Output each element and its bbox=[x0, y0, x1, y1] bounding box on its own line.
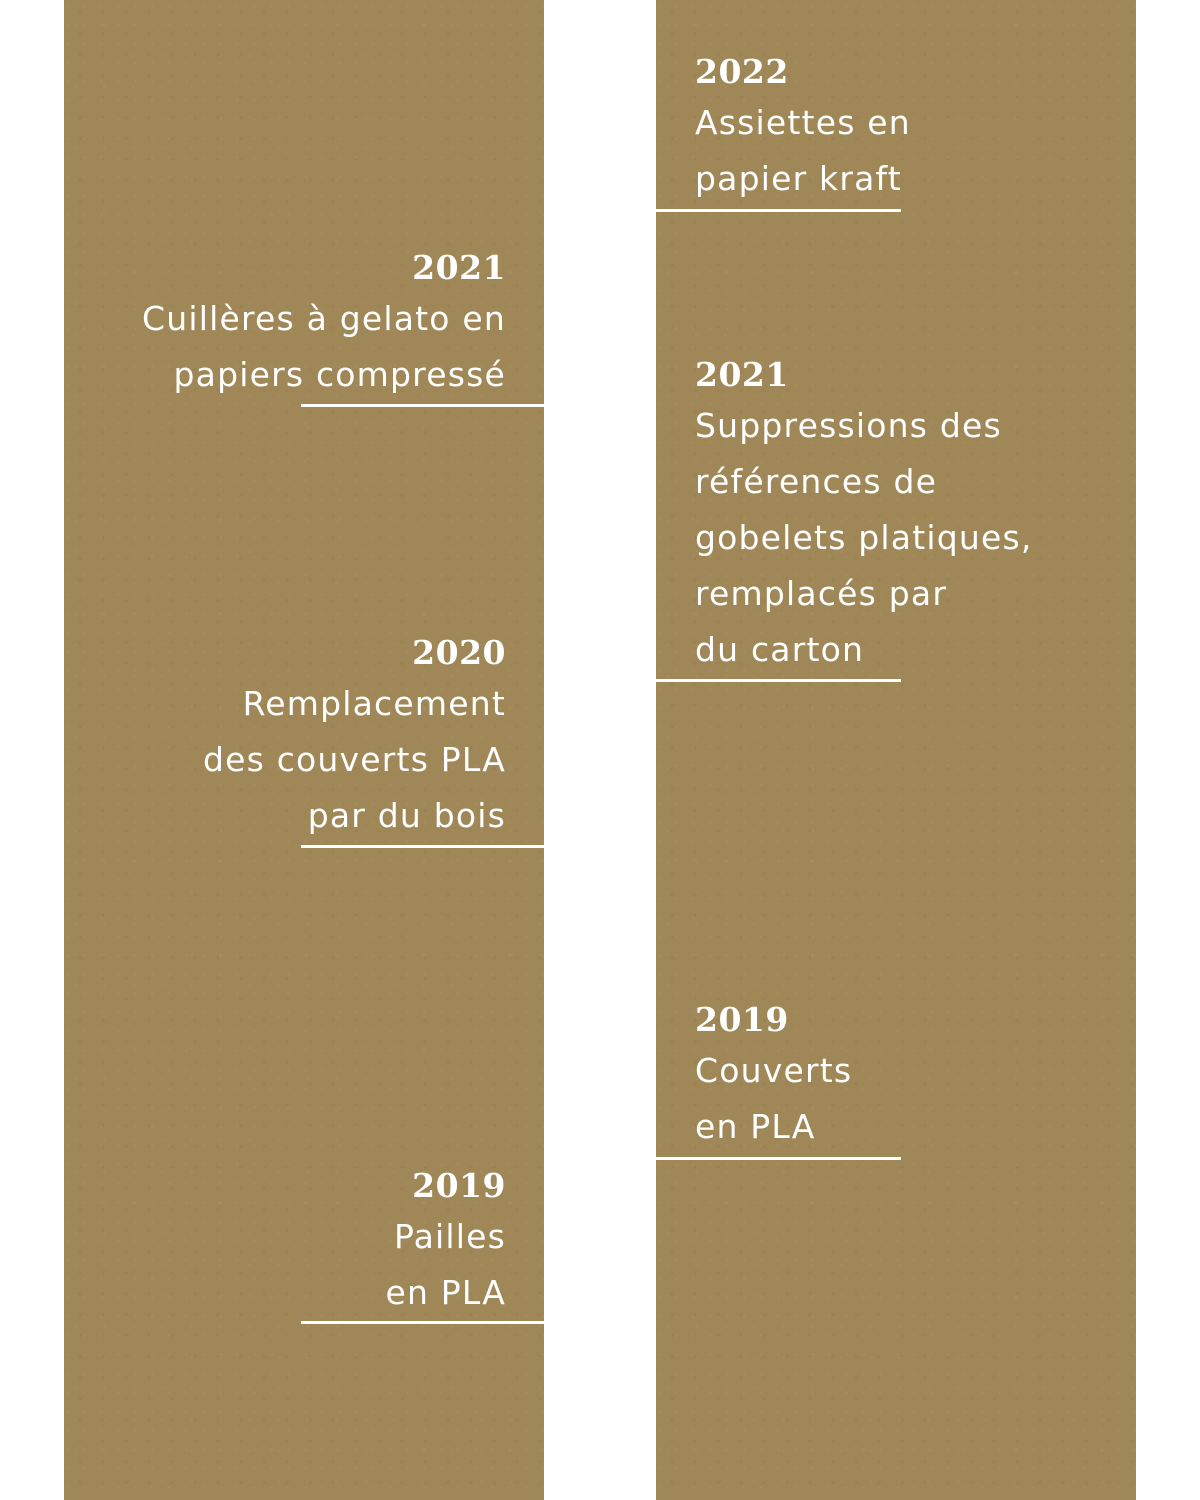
entry-text-line: Assiettes en bbox=[695, 103, 911, 142]
timeline-entry-right-2 bbox=[695, 352, 1033, 678]
entry-text-line: remplacés par bbox=[695, 574, 948, 613]
entry-text-line: des couverts PLA bbox=[202, 740, 506, 779]
right-timeline-panel bbox=[656, 0, 1136, 1500]
entry-year: 2020 bbox=[412, 633, 506, 672]
timeline-divider bbox=[301, 404, 544, 407]
timeline-divider bbox=[301, 845, 544, 848]
timeline-entry-right-1 bbox=[695, 49, 911, 207]
timeline-entry-left-3 bbox=[385, 1163, 506, 1321]
entry-text-line: papiers compressé bbox=[173, 355, 506, 394]
timeline-divider bbox=[656, 1157, 901, 1160]
entry-text-line: Cuillères à gelato en bbox=[142, 299, 506, 338]
entry-text-line: Couverts bbox=[695, 1051, 853, 1090]
timeline-divider bbox=[301, 1321, 544, 1324]
timeline-entry-left-1 bbox=[142, 245, 506, 403]
timeline-divider bbox=[656, 209, 901, 212]
entry-text-line: gobelets platiques, bbox=[695, 518, 1033, 557]
entry-year: 2019 bbox=[695, 1000, 789, 1039]
entry-text-line: du carton bbox=[695, 630, 865, 669]
entry-year: 2021 bbox=[695, 355, 789, 394]
timeline-entry-left-2 bbox=[203, 630, 506, 844]
entry-text-line: par du bois bbox=[307, 796, 506, 835]
entry-text-line: Remplacement bbox=[242, 684, 506, 723]
entry-year: 2021 bbox=[412, 248, 506, 287]
entry-text-line: Pailles bbox=[393, 1217, 506, 1256]
timeline-entry-right-3 bbox=[695, 997, 852, 1155]
entry-year: 2019 bbox=[412, 1166, 506, 1205]
timeline-divider bbox=[656, 679, 901, 682]
entry-year: 2022 bbox=[695, 52, 789, 91]
entry-text-line: en PLA bbox=[385, 1273, 506, 1312]
entry-text-line: papier kraft bbox=[695, 159, 902, 198]
entry-text-line: références de bbox=[695, 462, 938, 501]
entry-text-line: Suppressions des bbox=[695, 406, 1002, 445]
entry-text-line: en PLA bbox=[695, 1107, 816, 1146]
